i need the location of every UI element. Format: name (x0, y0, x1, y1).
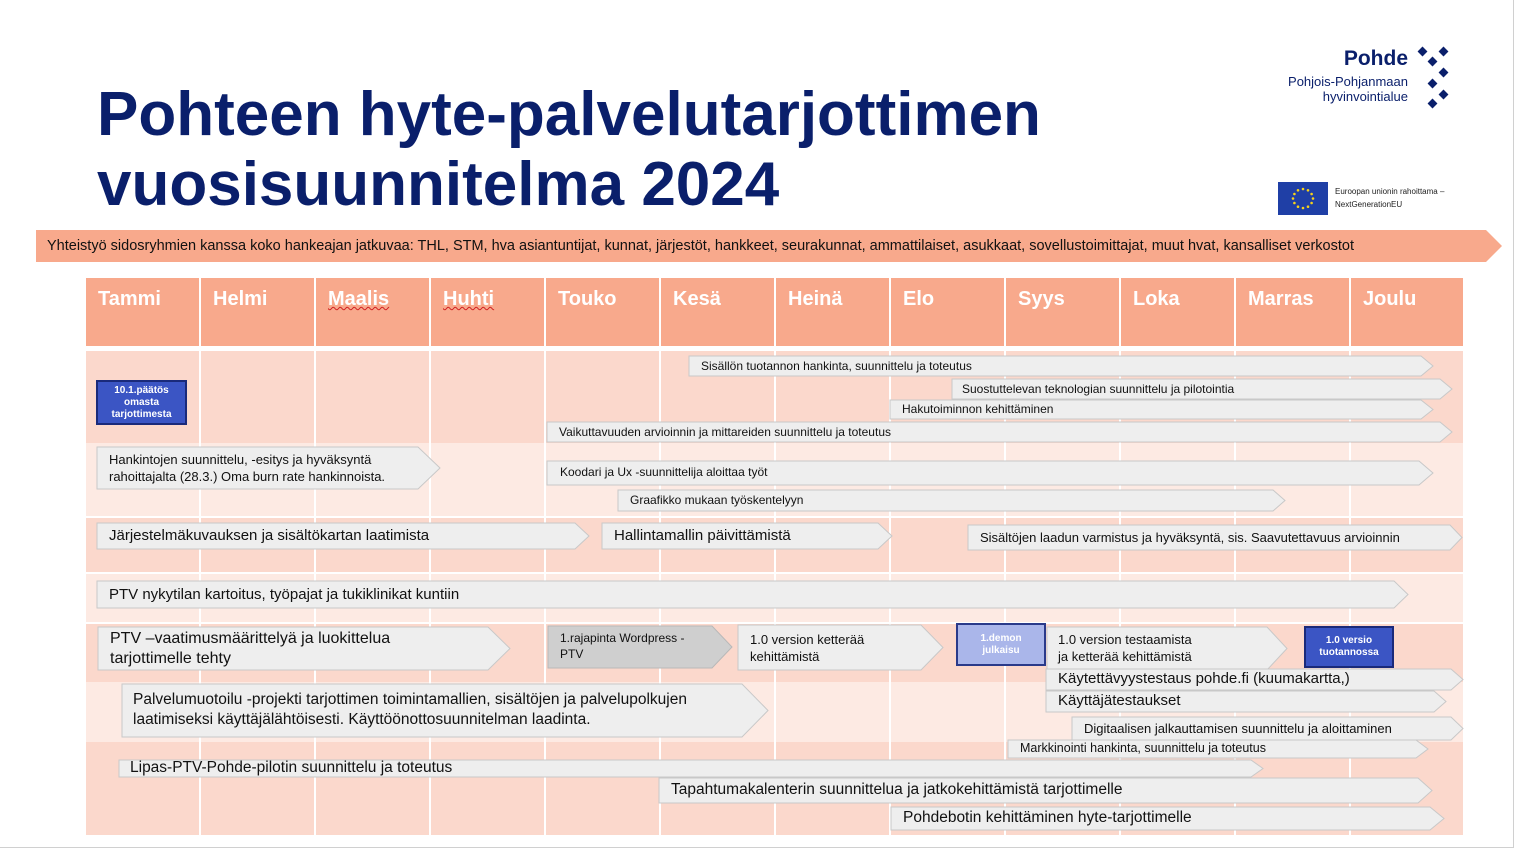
month-divider (199, 278, 201, 835)
task-arrow: Sisältöjen laadun varmistus ja hyväksyntä, sis. Saavutettavuus arvioinnin (968, 525, 1462, 550)
eu-text-line-2: NextGenerationEU (1335, 200, 1403, 209)
month-header: Syys (1006, 278, 1119, 346)
month-divider (544, 278, 546, 835)
task-arrow: Koodari ja Ux -suunnittelija aloittaa työt (547, 461, 1433, 485)
task-arrow: 1.0 version testaamista ja ketterää kehittämistä (1047, 627, 1287, 670)
task-arrow: Lipas-PTV-Pohde-pilotin suunnittelu ja toteutus (119, 760, 1263, 777)
month-divider (659, 278, 661, 835)
title-line-2: vuosisuunnitelma 2024 (97, 150, 780, 219)
pohde-logo (1270, 45, 1470, 115)
month-header: Elo (891, 278, 1004, 346)
month-header: Touko (546, 278, 659, 346)
milestone-box: 1.0 versio tuotannossa (1304, 626, 1394, 668)
banner-text: Yhteistyö sidosryhmien kanssa koko hankeajan jatkuvaa: THL, STM, hva asiantuntijat, kunnat, järjestöt, hankkeet, seurakunnat, ammattilaiset, asukkaat, sovellustoimittajat, muut hvat, kansalliset verkostot (47, 238, 1354, 254)
task-arrow: 1.0 version ketterää kehittämistä (738, 625, 943, 670)
month-header: Huhti (431, 278, 544, 346)
task-arrow: Hankintojen suunnittelu, -esitys ja hyväksyntä rahoittajalta (28.3.) Oma burn rate hankinnoista. (97, 447, 440, 489)
task-arrow: Graafikko mukaan työskentelyyn (618, 490, 1285, 511)
task-arrow: PTV –vaatimusmäärittelyä ja luokittelua tarjottimelle tehty (98, 627, 510, 670)
month-header: Joulu (1351, 278, 1463, 346)
month-header: Kesä (661, 278, 774, 346)
eu-text-line-1: Euroopan unionin rahoittama – (1335, 187, 1445, 196)
task-arrow: Palvelumuotoilu -projekti tarjottimen toimintamallien, sisältöjen ja palvelupolkujen laatimiseksi käyttäjälähtöisesti. Käyttöönottosuunnitelman laadinta. (122, 684, 768, 737)
slide-title (97, 80, 1197, 220)
month-header: Helmi (201, 278, 314, 346)
title-line-1: Pohteen hyte-palvelutarjottimen (97, 80, 1041, 149)
milestone-box: 1.demon julkaisu (956, 623, 1046, 666)
pohde-logo-icon (1414, 45, 1454, 111)
task-arrow: Hakutoiminnon kehittäminen (890, 400, 1433, 419)
task-arrow: Sisällön tuotannon hankinta, suunnittelu ja toteutus (689, 356, 1433, 376)
eu-flag-icon (1278, 182, 1328, 215)
milestone-box: 10.1.päätös omasta tarjottimesta (96, 380, 187, 425)
month-header: Marras (1236, 278, 1349, 346)
month-header: Tammi (86, 278, 199, 346)
task-arrow: Markkinointi hankinta, suunnittelu ja toteutus (1008, 740, 1428, 758)
task-arrow: Käytettävyystestaus pohde.fi (kuumakartta,) (1046, 669, 1463, 690)
task-arrow: Hallintamallin päivittämistä (602, 523, 892, 549)
task-arrow: PTV nykytilan kartoitus, työpajat ja tukiklinikat kuntiin (97, 581, 1408, 608)
task-arrow: Vaikuttavuuden arvioinnin ja mittareiden suunnittelu ja toteutus (547, 422, 1452, 442)
month-header: Heinä (776, 278, 889, 346)
month-header: Loka (1121, 278, 1234, 346)
month-divider (314, 278, 316, 835)
logo-name: Pohde (1343, 47, 1408, 70)
cooperation-banner (36, 230, 1502, 262)
task-arrow: Pohdebotin kehittäminen hyte-tarjottimelle (891, 807, 1444, 830)
month-divider (429, 278, 431, 835)
task-arrow: Käyttäjätestaukset (1046, 691, 1446, 712)
month-header: Maalis (316, 278, 429, 346)
task-arrow: Tapahtumakalenterin suunnittelua ja jatkokehittämistä tarjottimelle (659, 778, 1432, 803)
task-arrow: Digitaalisen jalkauttamisen suunnittelu ja aloittaminen (1072, 717, 1463, 740)
task-arrow: 1.rajapinta Wordpress - PTV (548, 626, 732, 668)
task-arrow: Suostuttelevan teknologian suunnittelu ja pilotointia (952, 379, 1452, 399)
logo-subtitle-1: Pohjois-Pohjanmaan (1288, 74, 1408, 89)
eu-funding-mark (1278, 182, 1468, 216)
task-arrow: Järjestelmäkuvauksen ja sisältökartan laatimista (97, 523, 589, 549)
logo-subtitle-2: hyvinvointialue (1322, 89, 1408, 104)
